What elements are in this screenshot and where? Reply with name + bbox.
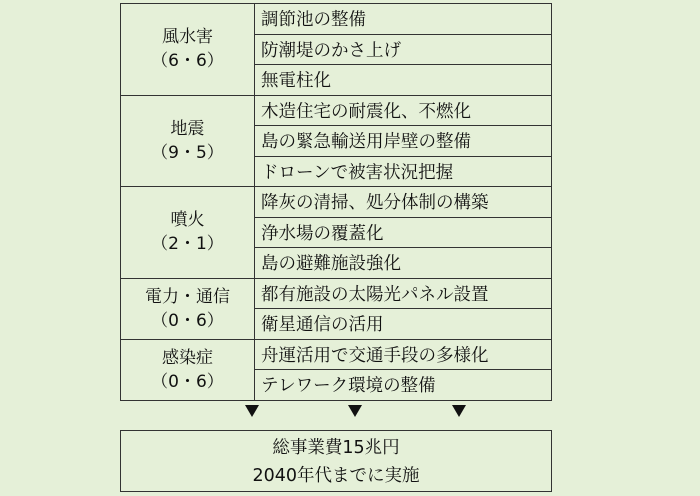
down-arrows — [0, 405, 700, 427]
measure-item: 衛星通信の活用 — [255, 309, 552, 340]
category-count: （0・6） — [151, 310, 224, 331]
measure-item: 浄水場の覆蓋化 — [255, 217, 552, 248]
measure-item: 無電柱化 — [255, 65, 552, 96]
category-name: 電力・通信 — [145, 286, 230, 307]
table-row — [121, 278, 552, 309]
measure-item: テレワーク環境の整備 — [255, 370, 552, 401]
category-name: 感染症 — [162, 347, 213, 368]
measure-item: ドローンで被害状況把握 — [255, 156, 552, 187]
measures-table — [120, 3, 552, 401]
measure-item: 都有施設の太陽光パネル設置 — [255, 278, 552, 309]
table-row — [121, 339, 552, 370]
measure-item: 島の緊急輸送用岸壁の整備 — [255, 126, 552, 157]
summary-total-cost: 総事業費15兆円 — [272, 438, 400, 458]
category-name: 風水害 — [162, 27, 213, 48]
category-cell-eruption — [121, 187, 255, 279]
table-row — [121, 187, 552, 218]
measure-item: 島の避難施設強化 — [255, 248, 552, 279]
table-row — [121, 4, 552, 35]
category-count: （0・6） — [151, 371, 224, 392]
category-name: 噴火 — [170, 210, 205, 231]
summary-deadline: 2040年代までに実施 — [252, 466, 420, 486]
summary-box — [120, 430, 552, 492]
measure-item: 木造住宅の耐震化、不燃化 — [255, 95, 552, 126]
category-count: （2・1） — [151, 234, 224, 255]
down-arrow-icon — [452, 405, 466, 417]
down-arrow-icon — [245, 405, 259, 417]
measure-item: 防潮堤のかさ上げ — [255, 34, 552, 65]
measure-item: 舟運活用で交通手段の多様化 — [255, 339, 552, 370]
category-cell-infection — [121, 339, 255, 400]
category-cell-earthquake — [121, 95, 255, 187]
down-arrow-icon — [348, 405, 362, 417]
category-name: 地震 — [170, 118, 205, 139]
measure-item: 降灰の清掃、処分体制の構築 — [255, 187, 552, 218]
category-cell-wind-flood — [121, 4, 255, 96]
category-count: （6・6） — [151, 51, 224, 72]
category-cell-power-comm — [121, 278, 255, 339]
category-count: （9・5） — [151, 142, 224, 163]
measure-item: 調節池の整備 — [255, 4, 552, 35]
table-row — [121, 95, 552, 126]
